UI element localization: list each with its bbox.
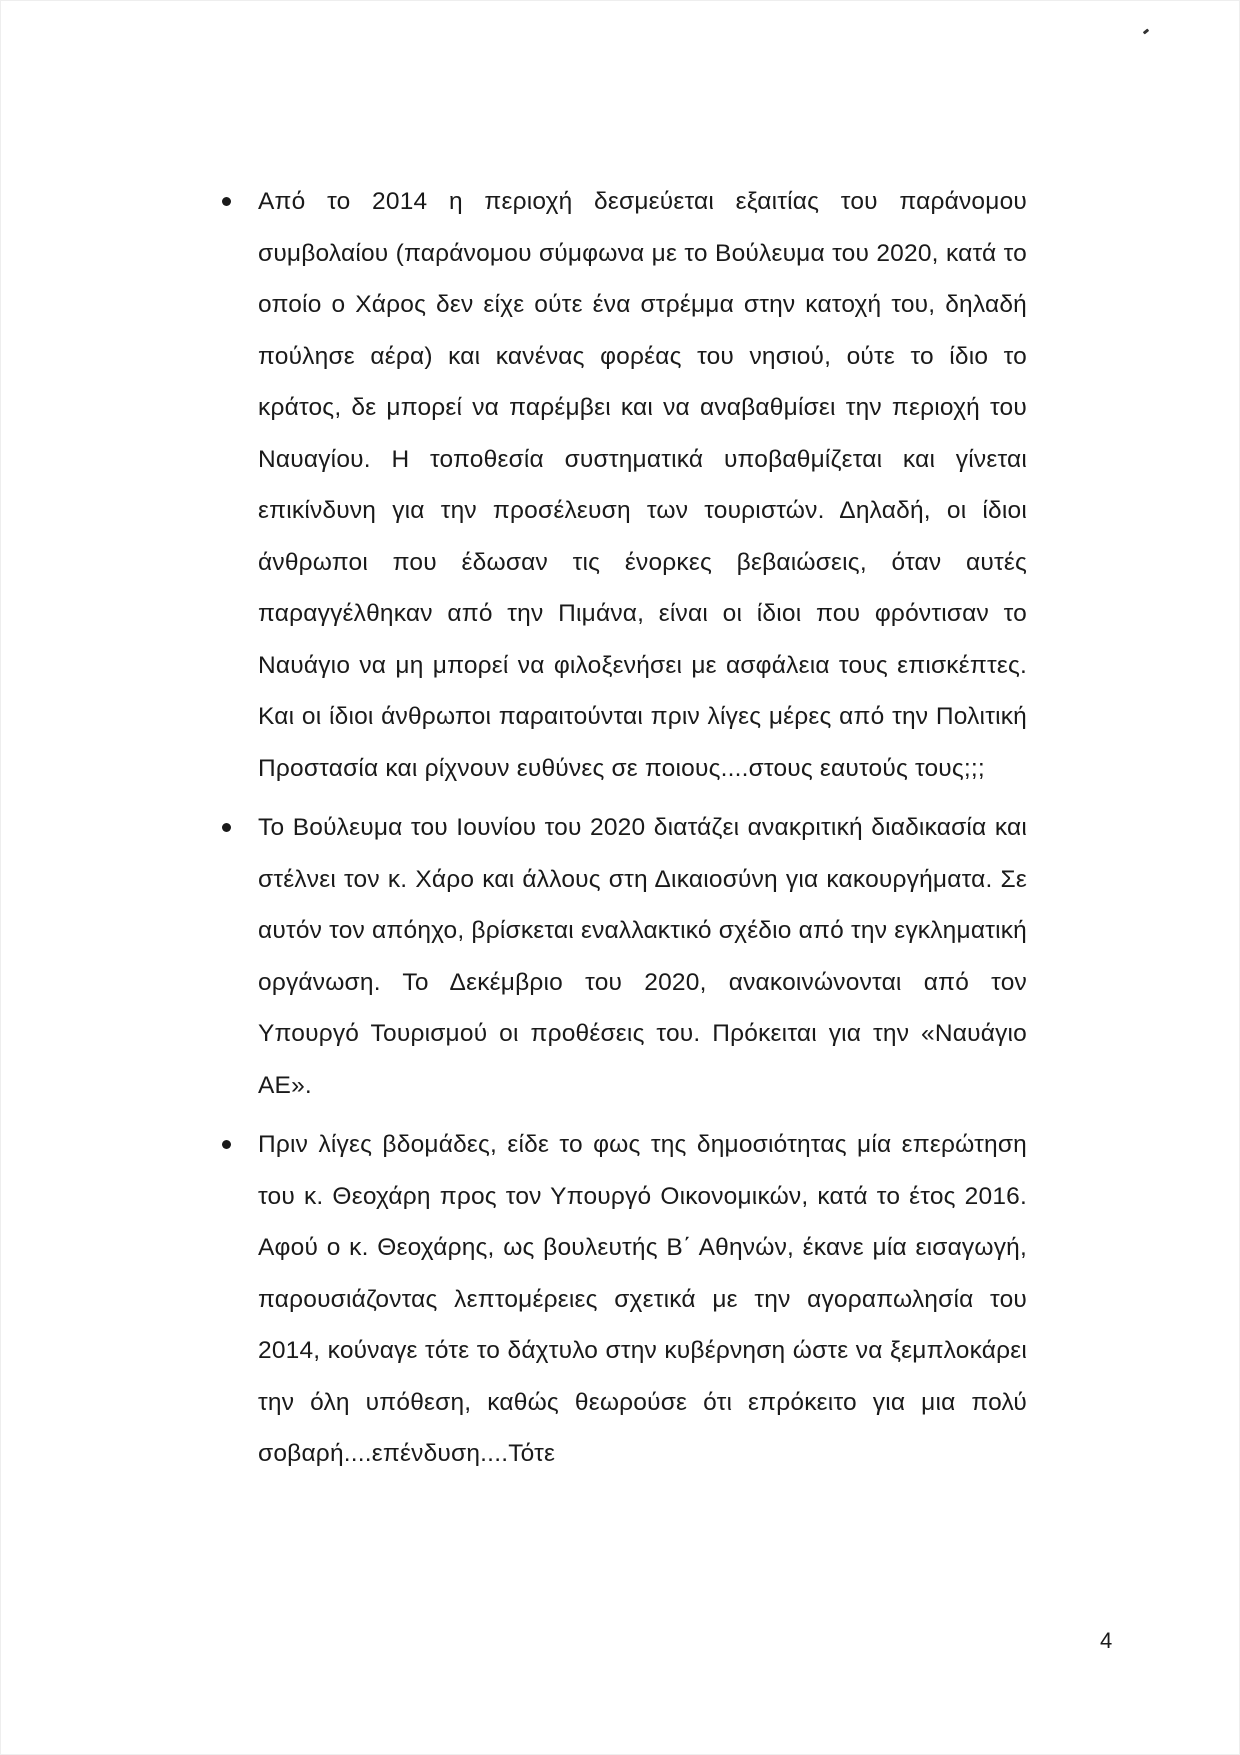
bullet-dot-icon [222, 1140, 231, 1149]
scan-mark [1143, 28, 1150, 34]
bullet-dot-icon [222, 197, 231, 206]
page-number: 4 [1100, 1628, 1113, 1653]
bullet-item-2 [212, 802, 1027, 1111]
bullet-text-1: Από το 2014 η περιοχή δεσμεύεται εξαιτίας του παράνομου συμβολαίου (παράνομου σύμφωνα με το Βούλευμα του 2020, κατά το οποίο ο Χάρος δεν είχε ούτε ένα στρέμμα στην κατοχή του, δηλαδή πούλησε αέρα) και κανένας φορέας του νησιού, ούτε το ίδιο το κράτος, δε μπορεί να παρέμβει και να αναβαθμίσει την περιοχή του Ναυαγίου. Η τοποθεσία συστηματικά υποβαθμίζεται και γίνεται επικίνδυνη για την προσέλευση των τουριστών. Δηλαδή, οι ίδιοι άνθρωποι που έδωσαν τις ένορκες βεβαιώσεις, όταν αυτές παραγγέλθηκαν από την Πιμάνα, είναι οι ίδιοι που φρόντισαν το Ναυάγιο να μη μπορεί να φιλοξενήσει με ασφάλεια τους επισκέπτες. Και οι ίδιοι άνθρωποι παραιτούνται πριν λίγες μέρες από την Πολιτική Προστασία και ρίχνουν ευθύνες σε ποιους....στους εαυτούς τους;;; [258, 188, 1027, 782]
bullet-text-3: Πριν λίγες βδομάδες, είδε το φως της δημοσιότητας μία επερώτηση του κ. Θεοχάρη προς τον Υπουργό Οικονομικών, κατά το έτος 2016. Αφού ο κ. Θεοχάρης, ως βουλευτής Β΄ Αθηνών, έκανε μία εισαγωγή, παρουσιάζοντας λεπτομέρειες σχετικά με την αγοραπωλησία του 2014, κούναγε τότε το δάχτυλο στην κυβέρνηση ώστε να ξεμπλοκάρει την όλη υπόθεση, καθώς θεωρούσε ότι επρόκειτο για μια πολύ σοβαρή....επένδυση....Τότε [258, 1131, 1027, 1467]
bullet-item-3 [212, 1119, 1027, 1480]
bullet-item-1 [212, 176, 1027, 794]
document-body [212, 176, 1027, 1488]
bullet-text-2: Το Βούλευμα του Ιουνίου του 2020 διατάζει ανακριτική διαδικασία και στέλνει τον κ. Χάρο και άλλους στη Δικαιοσύνη για κακουργήματα. Σε αυτόν τον απόηχο, βρίσκεται εναλλακτικό σχέδιο από την εγκληματική οργάνωση. Το Δεκέμβριο του 2020, ανακοινώνονται από τον Υπουργό Τουρισμού οι προθέσεις του. Πρόκειται για την «Ναυάγιο ΑΕ». [258, 814, 1027, 1099]
bullet-list [212, 176, 1027, 1480]
bullet-dot-icon [222, 823, 231, 832]
